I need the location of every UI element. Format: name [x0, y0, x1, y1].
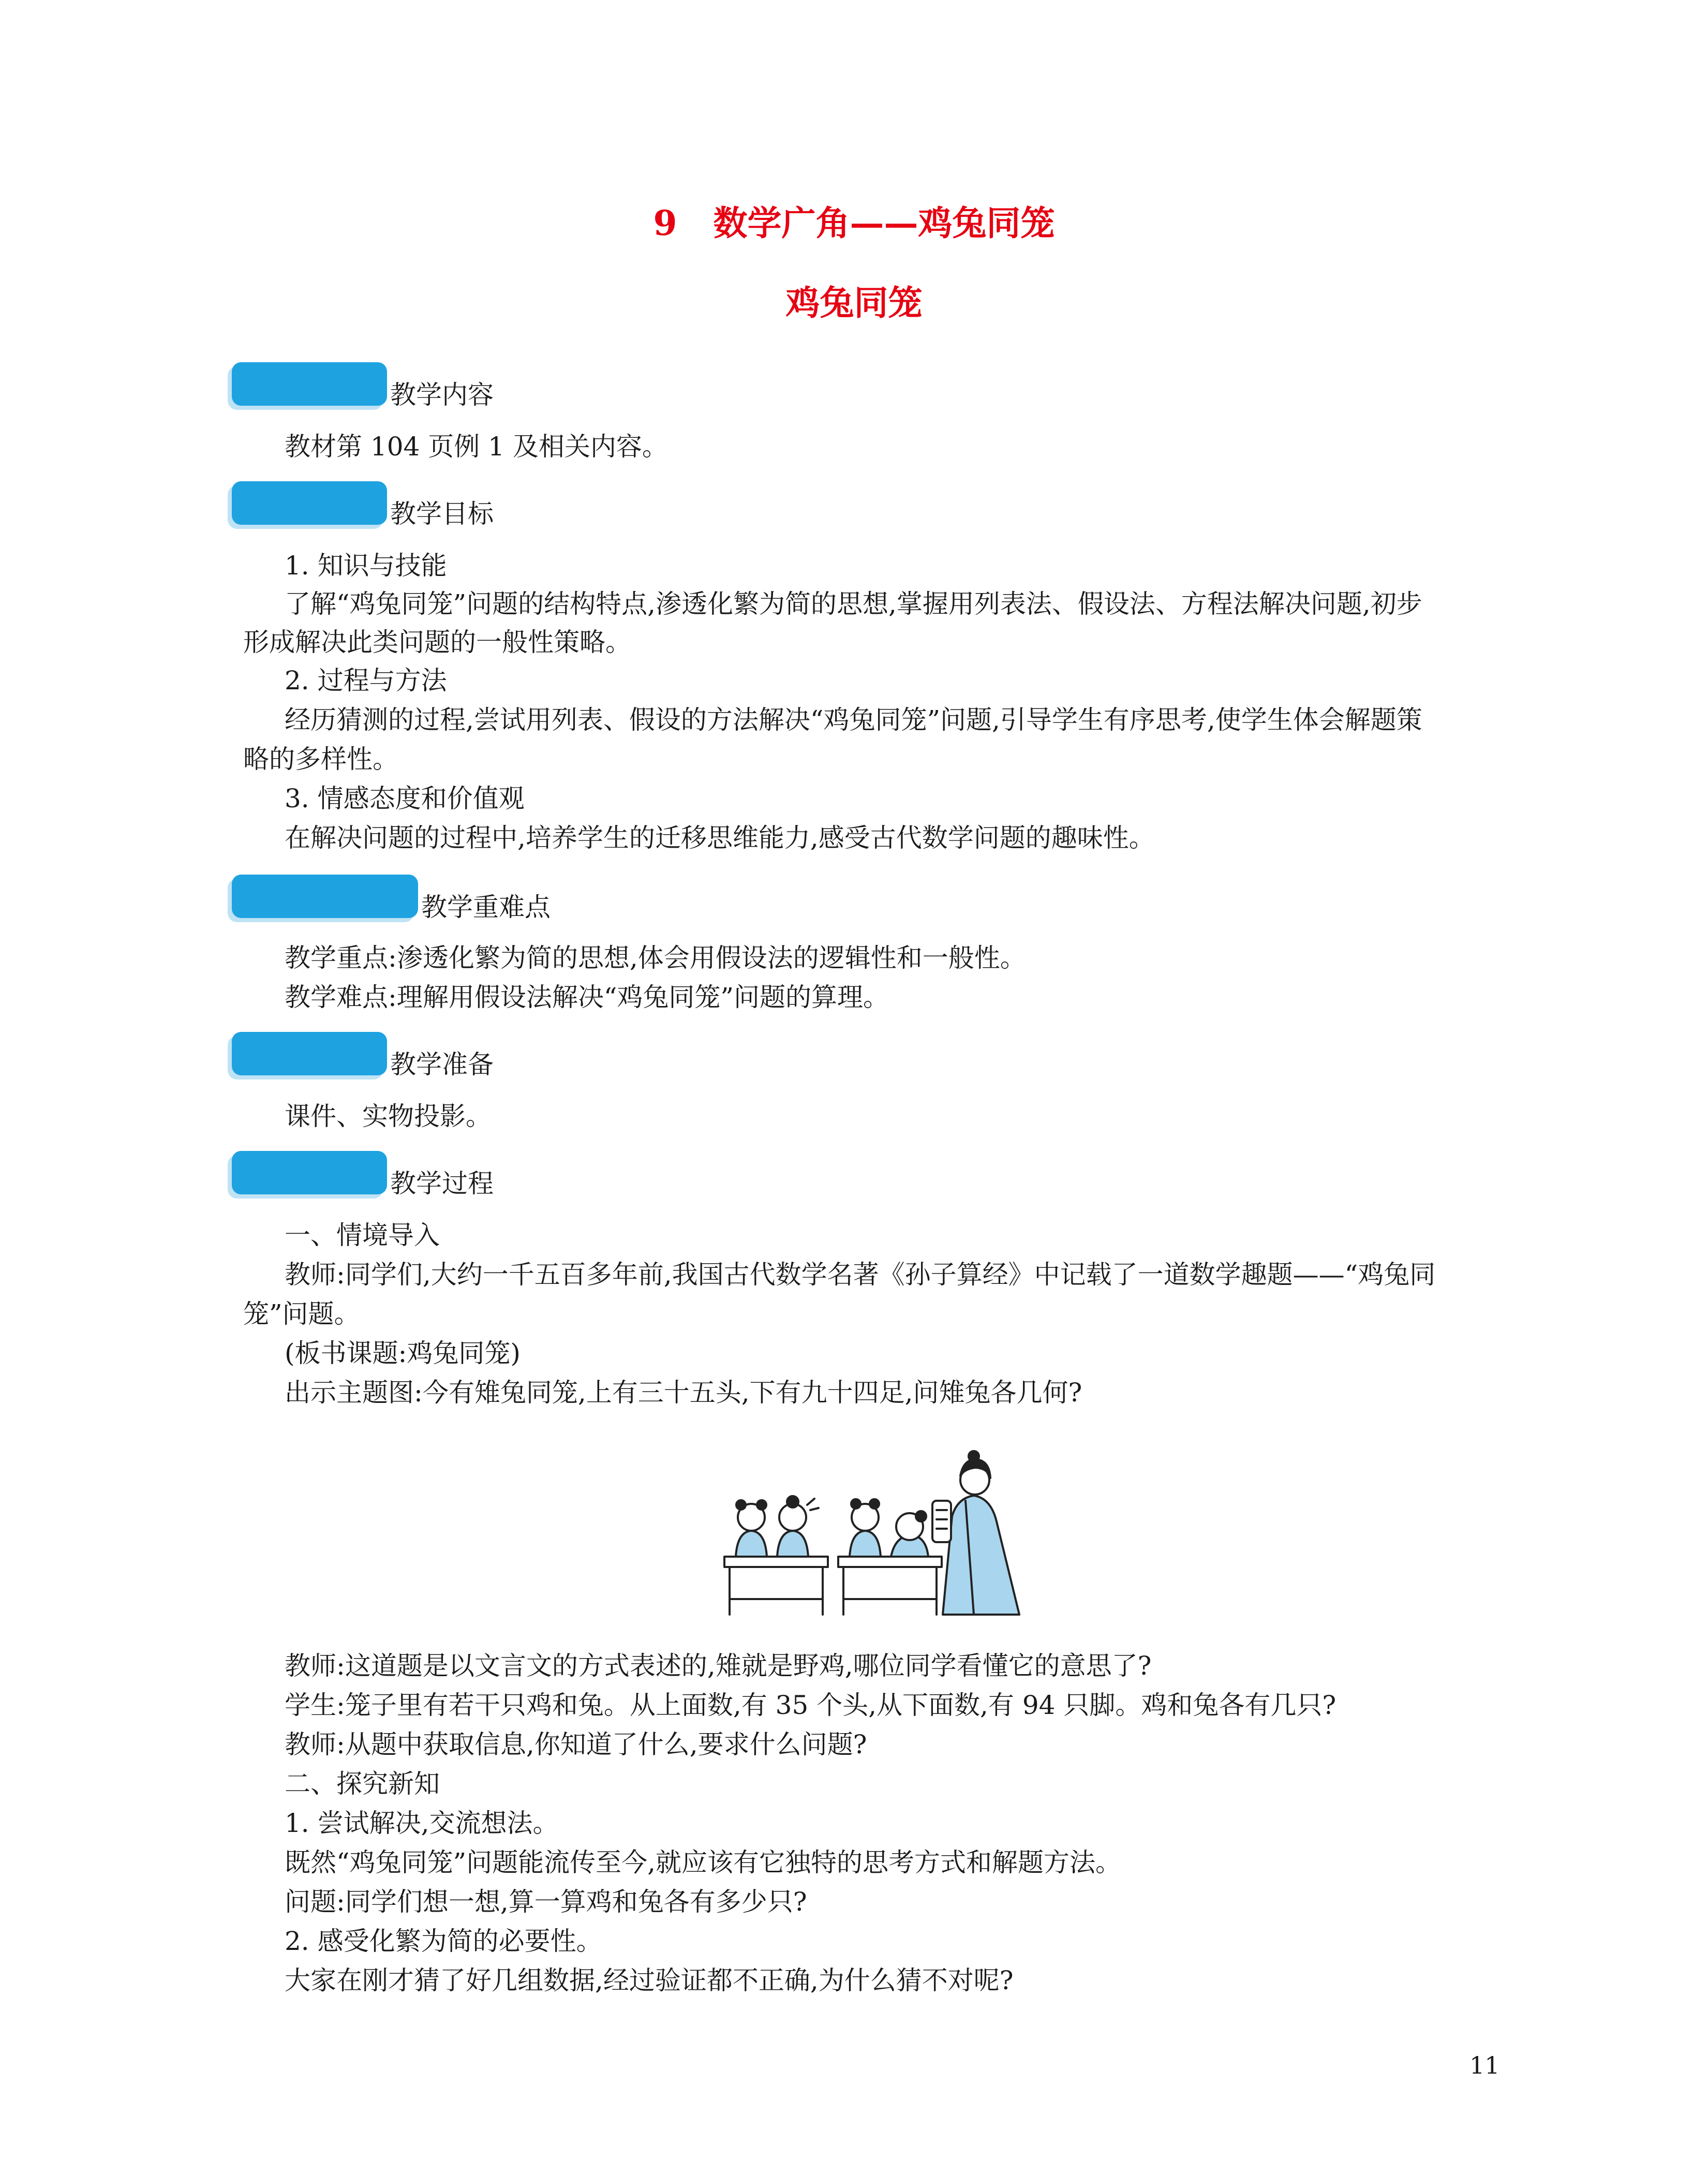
text-line: 经历猜测的过程,尝试用列表、假设的方法解决“鸡兔同笼”问题,引导学生有序思考,使学生体会解题策 [285, 705, 1422, 735]
page-number: 11 [1469, 2051, 1500, 2079]
chapter-number: 9 [653, 203, 677, 243]
section-title: 教学准备 [390, 1049, 494, 1079]
text-line: 2. 过程与方法 [285, 665, 447, 696]
text-line: 形成解决此类问题的一般性策略。 [243, 627, 631, 657]
text-line: 1. 知识与技能 [285, 551, 447, 581]
classroom-illustration [709, 1444, 1030, 1630]
text-line: 问题:同学们想一想,算一算鸡和兔各有多少只? [285, 1887, 807, 1917]
text-line: 学生:笼子里有若干只鸡和兔。从上面数,有 35 个头,从下面数,有 94 只脚。鸡和兔各有几只? [285, 1690, 1336, 1720]
text-line: 既然“鸡兔同笼”问题能流传至今,就应该有它独特的思考方式和解题方法。 [285, 1847, 1122, 1877]
section-title: 教学内容 [390, 380, 494, 410]
text-line: 教材第 104 页例 1 及相关内容。 [285, 432, 668, 462]
text-line: (板书课题:鸡兔同笼) [285, 1338, 521, 1368]
chapter-heading [0, 203, 1708, 243]
section-title: 教学过程 [390, 1169, 494, 1199]
section-header-preparation [232, 1027, 697, 1084]
text-line: 出示主题图:今有雉兔同笼,上有三十五头,下有九十四足,问雉兔各几何? [285, 1378, 1082, 1408]
text-line: 教师:这道题是以文言文的方式表述的,雉就是野鸡,哪位同学看懂它的意思了? [285, 1651, 1152, 1681]
text-line: 教师:从题中获取信息,你知道了什么,要求什么问题? [285, 1729, 867, 1759]
section-header-content [232, 357, 697, 414]
section-tab-decoration [232, 1151, 387, 1194]
text-line: 1. 尝试解决,交流想法。 [285, 1808, 559, 1838]
text-line: 笼”问题。 [243, 1299, 360, 1329]
section-tab-decoration [232, 362, 387, 406]
text-line: 课件、实物投影。 [285, 1101, 492, 1131]
text-line: 2. 感受化繁为简的必要性。 [285, 1926, 602, 1956]
section-tab-decoration [232, 481, 387, 525]
text-line: 二、探究新知 [285, 1769, 440, 1799]
section-header-key-points [232, 869, 697, 926]
section-header-process [232, 1146, 697, 1203]
text-line: 教学重点:渗透化繁为简的思想,体会用假设法的逻辑性和一般性。 [285, 943, 1026, 973]
chapter-title: 数学广角——鸡兔同笼 [713, 203, 1055, 243]
text-line: 教学难点:理解用假设法解决“鸡兔同笼”问题的算理。 [285, 982, 889, 1012]
section-title: 教学重难点 [421, 892, 551, 922]
section-tab-decoration [232, 875, 418, 918]
text-line: 略的多样性。 [243, 744, 398, 774]
section-header-objectives [232, 476, 697, 533]
text-line: 在解决问题的过程中,培养学生的迁移思维能力,感受古代数学问题的趣味性。 [285, 823, 1155, 853]
section-title: 教学目标 [390, 499, 494, 529]
lesson-title: 鸡兔同笼 [785, 283, 923, 323]
text-line: 一、情境导入 [285, 1220, 440, 1250]
text-line: 大家在刚才猜了好几组数据,经过验证都不正确,为什么猜不对呢? [285, 1965, 1014, 1995]
section-tab-decoration [232, 1032, 387, 1075]
text-line: 3. 情感态度和价值观 [285, 783, 525, 814]
text-line: 了解“鸡兔同笼”问题的结构特点,渗透化繁为简的思想,掌握用列表法、假设法、方程法解决问题,初步 [285, 589, 1422, 619]
text-line: 教师:同学们,大约一千五百多年前,我国古代数学名著《孙子算经》中记载了一道数学趣题——“鸡兔同 [285, 1260, 1436, 1290]
